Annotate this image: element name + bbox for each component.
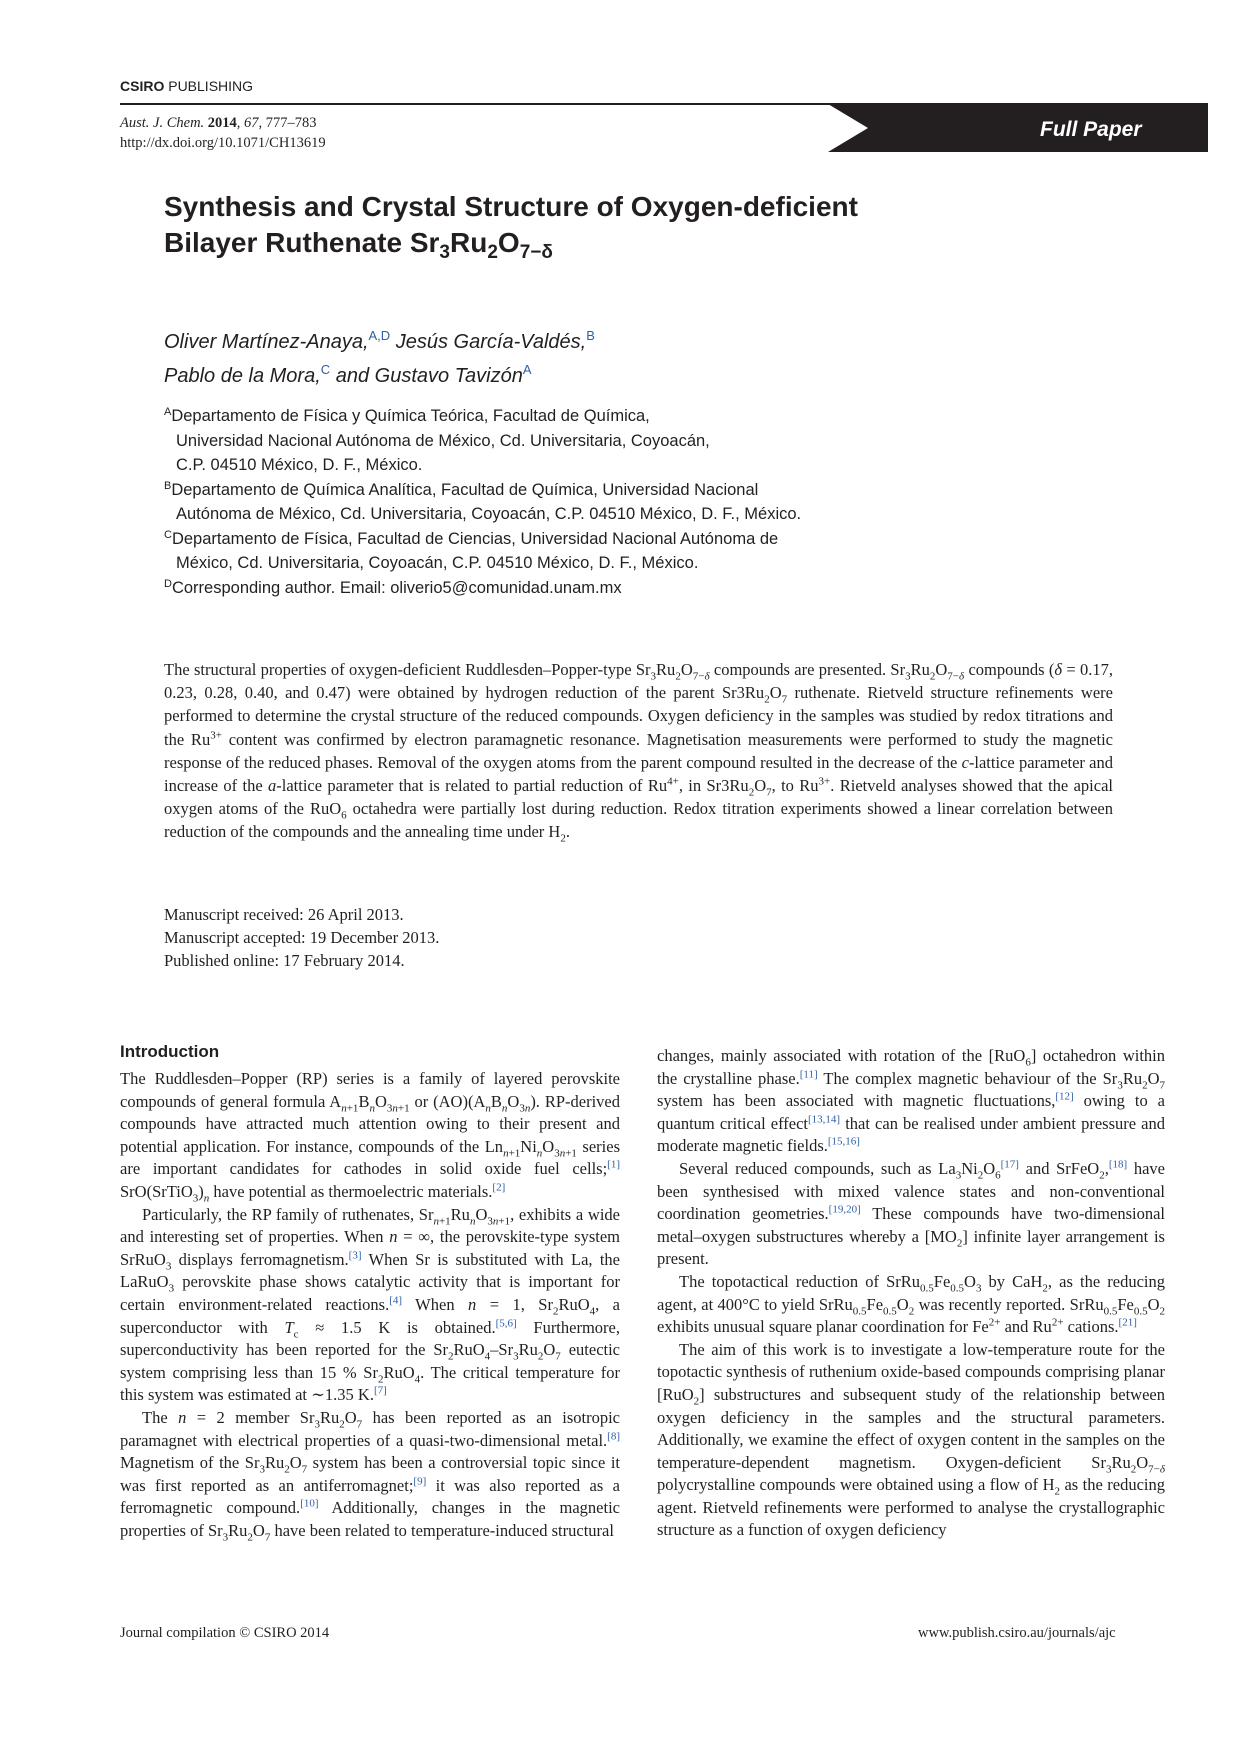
affiliation-link[interactable]: C: [320, 362, 331, 377]
section-heading: Introduction: [120, 1042, 220, 1061]
article-type-banner: [828, 104, 1208, 152]
affiliation-link[interactable]: A,D: [368, 328, 391, 343]
publisher-name: CSIRO PUBLISHING: [120, 78, 254, 94]
affiliations: $^A$Departamento de Física y Química Teórica, Facultad de Química, Universidad Nacional Autónoma de México, Cd. Universitaria, Coyoacán, C.P. 04510 México, D. F., México. $^B$Departamento de Química Analítica, Facultad de Química, Universidad Nacional Autónoma de México, Cd. Universitaria, Coyoacán, C.P. 04510 México, D. F., México. $^C$Departamento de Física, Facultad de Ciencias, Universidad Nacional Autónoma de México, Cd. Universitaria, Coyoacán, C.P. 04510 México, D. F., México. $^D$Corresponding author. Email: oliverio5@comunidad.unam.mx: [164, 406, 802, 597]
manuscript-dates: Manuscript received: 26 April 2013. Manuscript accepted: 19 December 2013. Published online: 17 February 2014.: [164, 905, 440, 970]
footer-copyright: Journal compilation © CSIRO 2014: [120, 1625, 330, 1641]
paper-title: Synthesis and Crystal Structure of Oxygen-deficient Bilayer Ruthenate $Sr_3Ru_2O_{7-\delta}$: [164, 191, 858, 263]
doi-link[interactable]: http://dx.doi.org/10.1071/CH13619: [120, 135, 326, 151]
body-column-right: changes, mainly associated with rotation of the [RuO$_6$] octahedron within the crystalline phase.[11] The complex magnetic behaviour of the $Sr_3Ru_2O_7$ system has been associated with magnetic fluctuations,[12] owing to a quantum critical effect[13,14] that can be realised under ambient pressure and moderate magnetic fields.[15,16] Several reduced compounds, such as $La_3Ni_2O_6[17]$ and SrFeO$_2$,[18] have been synthesised with mixed valence states and non-conventional coordination geometries.[19,20] These compounds have two-dimensional metal–oxygen substructures whereby a $[MO_2]$ infinite layer arrangement is present. The topotactical reduction of $SrRu_{0.5}Fe_{0.5}O_3$ by CaH$_2$, as the reducing agent, at 400°C to yield $SrRu_{0.5}Fe_{0.5}O_2$ was recently reported. $SrRu_{0.5}Fe_{0.5}O_2$ exhibits unusual square planar coordination for $Fe^{2+}$ and $Ru^{2+}$ cations.[21] The aim of this work is to investigate a low-temperature route for the topotactic synthesis of ruthenium oxide-based compounds comprising planar [RuO$_2$] substructures and subsequent study of the relationship between oxygen deficiency in the samples and the structural parameters. Additionally, we examine the effect of oxygen content in the samples on the temperature-dependent magnetism. Oxygen-deficient $Sr_3Ru_2O_{7-\delta}$ polycrystalline compounds were obtained using a flow of $H_2$ as the reducing agent. Rietveld refinements were performed to analyse the crystallographic structure as a function of oxygen deficiency: [657, 1046, 1165, 1540]
affiliation-link[interactable]: A: [522, 362, 532, 377]
affiliation-link[interactable]: B: [586, 328, 595, 343]
citation: Aust. J. Chem. 2014, 67, 777–783 http://dx.doi.org/10.1071/CH13619: [120, 115, 326, 151]
corresponding-email[interactable]: Corresponding author. Email: oliverio5@comunidad.unam.mx: [171, 578, 622, 597]
body-column-left: The Ruddlesden–Popper (RP) series is a family of layered perovskite compounds of general formula $A_{n+1}B_nO_{3n+1}$ or $(AO)(A_nB_nO_{3n})$. RP-derived compounds have attracted much attention owing to their present and potential application. For instance, compounds of the $Ln_{n+1}Ni_nO_{3n+1}$ series are important candidates for cathodes in solid oxide fuel cells;[1] $SrO(SrTiO_3)_n$ have potential as thermoelectric materials.[2] Particularly, the RP family of ruthenates, $Sr_{n+1}Ru_nO_{3n+1}$, exhibits a wide and interesting set of properties. When n = ∞, the perovskite-type system SrRuO$_3$ displays ferromagnetism.[3] When Sr is substituted with La, the LaRuO$_3$ perovskite phase shows catalytic activity that is important for certain environment-related reactions.[4] When n = 1, $Sr_2RuO_4$, a superconductor with $T_c \approx 1.5$ K is obtained.[5,6] Furthermore, superconductivity has been reported for the $Sr_2RuO_4-Sr_3Ru_2O_7$ eutectic system comprising less than 15 % $Sr_2RuO_4$. The critical temperature for this system was estimated at ∼1.35 K.[7] The n = 2 member $Sr_3Ru_2O_7$ has been reported as an isotropic paramagnet with electrical properties of a quasi-two-dimensional metal.[8] Magnetism of the $Sr_3Ru_2O_7$ system has been a controversial topic since it was first reported as an antiferromagnet;[9] it was also reported as a ferromagnetic compound.[10] Additionally, changes in the magnetic properties of $Sr_3Ru_2O_7$ have been related to temperature-induced structural: [120, 1069, 621, 1544]
author-list: Oliver Martínez-Anaya,$^{A,D}$ Jesús García-Valdés,$^B$ Pablo de la Mora,$^C$ and Gustavo Tavizón$^A$: [164, 328, 595, 387]
abstract: The structural properties of oxygen-deficient Ruddlesden–Popper-type $Sr_3Ru_2O_{7-\delta}$ compounds are presented. $Sr_3Ru_2O_{7-\delta}$ compounds (δ = 0.17, 0.23, 0.28, 0.40, and 0.47) were obtained by hydrogen reduction of the parent $Sr3Ru_2O_7$ ruthenate. Rietveld structure refinements were performed to determine the crystal structure of the reduced compounds. Oxygen deficiency in the samples was studied by redox titrations and the $Ru^{3+}$ content was confirmed by electron paramagnetic resonance. Magnetisation measurements were performed to study the magnetic response of the reduced phases. Removal of the oxygen atoms from the parent compound resulted in the decrease of the c-lattice parameter and increase of the a-lattice parameter that is related to partial reduction of $Ru^{4+}$, in $Sr3Ru_2O_7$, to $Ru^{3+}$. Rietveld analyses showed that the apical oxygen atoms of the RuO$_6$ octahedra were partially lost during reduction. Redox titration experiments showed a linear correlation between reduction of the compounds and the annealing time under $H_2$.: [164, 660, 1114, 845]
footer-url[interactable]: www.publish.csiro.au/journals/ajc: [918, 1625, 1116, 1641]
article-type-label: Full Paper: [1040, 118, 1142, 141]
